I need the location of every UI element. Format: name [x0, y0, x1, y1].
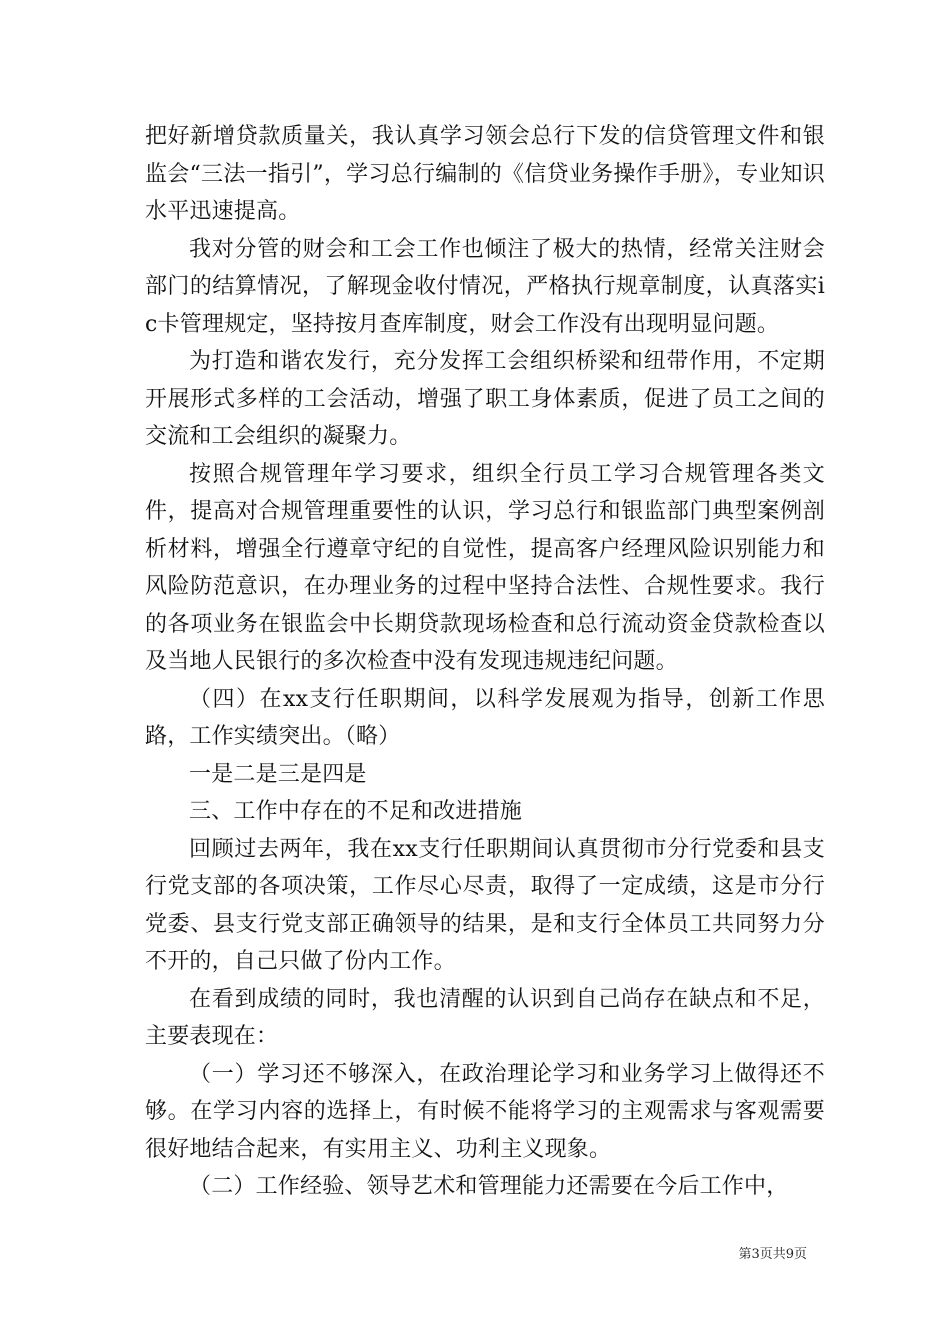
paragraph: 三、工作中存在的不足和改进措施 [189, 799, 523, 824]
document-body [145, 118, 825, 1206]
page-number: 第3页共9页 [738, 1247, 807, 1262]
paragraph: 为打造和谐农发行，充分发挥工会组织桥梁和纽带作用，不定期开展形式多样的工会活动，增强了职工身体素质，促进了员工之间的交流和工会组织的凝聚力。 [145, 349, 825, 449]
paragraph: 按照合规管理年学习要求，组织全行员工学习合规管理各类文件，提高对合规管理重要性的认识，学习总行和银监部门典型案例剖析材料，增强全行遵章守纪的自觉性，提高客户经理风险识别能力和风险防范意识，在办理业务的过程中坚持合法性、合规性要求。我行的各项业务在银监会中长期贷款现场检查和总行流动资金贷款检查以及当地人民银行的多次检查中没有发现违规违纪问题。 [145, 461, 825, 674]
paragraph: （一）学习还不够深入，在政治理论学习和业务学习上做得还不够。在学习内容的选择上，有时候不能将学习的主观需求与客观需要很好地结合起来，有实用主义、功利主义现象。 [145, 1061, 825, 1162]
paragraph: 我对分管的财会和工会工作也倾注了极大的热情，经常关注财会部门的结算情况，了解现金收付情况，严格执行规章制度，认真落实ic卡管理规定，坚持按月查库制度，财会工作没有出现明显问题。 [145, 236, 825, 337]
paragraph: 回顾过去两年，我在xx支行任职期间认真贯彻市分行党委和县支行党支部的各项决策，工作尽心尽责，取得了一定成绩，这是市分行党委、县支行党支部正确领导的结果，是和支行全体员工共同努力分不开的，自己只做了份内工作。 [145, 836, 825, 974]
paragraph: （四）在xx支行任职期间，以科学发展观为指导，创新工作思路，工作实绩突出。（略） [145, 686, 825, 749]
paragraph: 把好新增贷款质量关，我认真学习领会总行下发的信贷管理文件和银监会“三法一指引”，学习总行编制的《信贷业务操作手册》，专业知识水平迅速提高。 [145, 124, 825, 224]
paragraph: （二）工作经验、领导艺术和管理能力还需要在今后工作中， [189, 1174, 789, 1199]
paragraph: 一是二是三是四是 [189, 761, 367, 787]
paragraph: 在看到成绩的同时，我也清醒的认识到自己尚存在缺点和不足，主要表现在： [145, 986, 825, 1049]
